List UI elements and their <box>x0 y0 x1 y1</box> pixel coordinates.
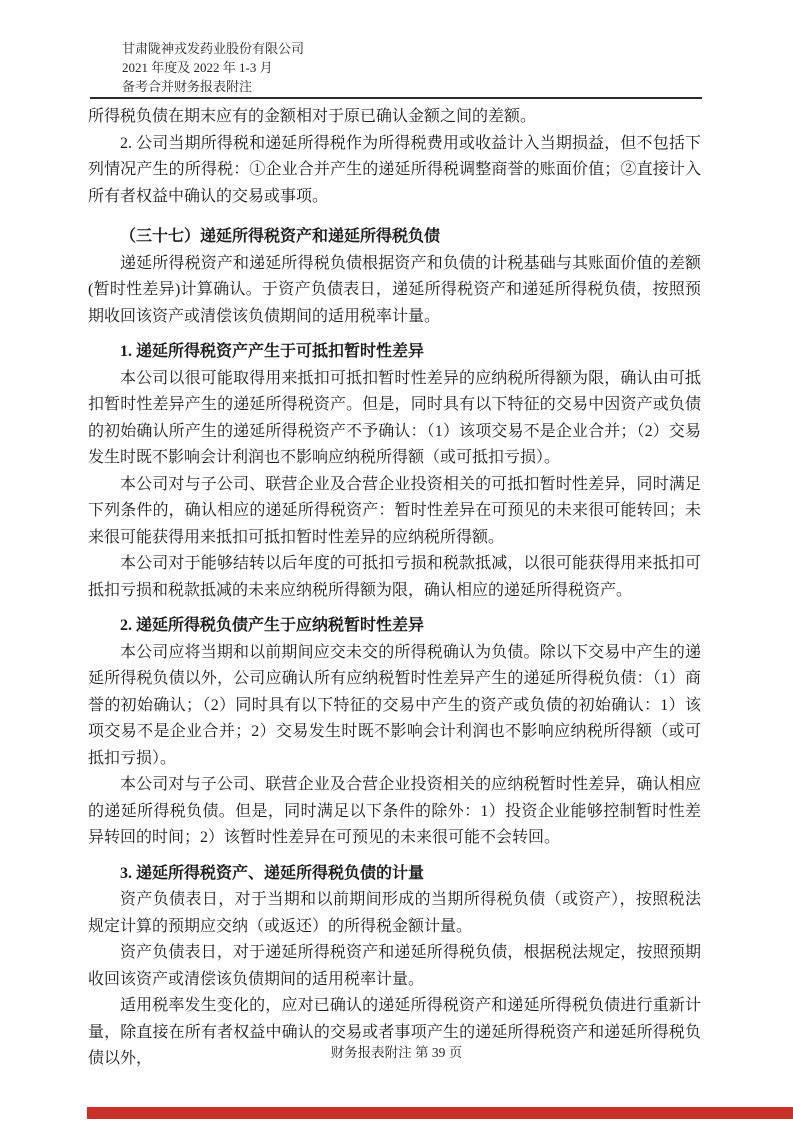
header-doc-type: 备考合并财务报表附注 <box>122 79 253 94</box>
paragraph: 适用税率发生变化的，应对已确认的递延所得税资产和递延所得税负债进行重新计量，除直接在所有者权益中确认的交易或者事项产生的递延所得税资产和递延所得税负债以外， <box>88 997 701 1067</box>
paragraph: 所得税负债在期末应有的金额相对于原已确认金额之间的差额。 <box>88 108 537 125</box>
paragraph: 本公司对与子公司、联营企业及合营企业投资相关的应纳税暂时性差异，确认相应的递延所得税负债。但是，同时满足以下条件的除外：1）投资企业能够控制暂时性差异转回的时间；2）该暂时性差异在可预见的未来很可能不会转回。 <box>88 776 701 846</box>
section-heading: 1. 递延所得税资产产生于可抵扣暂时性差异 <box>120 343 425 360</box>
header-period: 2021 年度及 2022 年 1-3 月 <box>122 60 273 75</box>
paragraph: 本公司对与子公司、联营企业及合营企业投资相关的可抵扣暂时性差异，同时满足下列条件的，确认相应的递延所得税资产：暂时性差异在可预见的未来很可能转回；未来很可能获得用来抵扣可抵扣暂时性差异的应纳税所得额。 <box>88 475 701 546</box>
footer-page-label: 财务报表附注 第 39 页 <box>330 1045 463 1060</box>
document-body <box>88 104 701 1073</box>
paragraph: 递延所得税资产和递延所得税负债根据资产和负债的计税基础与其账面价值的差额(暂时性差异)计算确认。于资产负债表日，递延所得税资产和递延所得税负债，按照预期收回该资产或清偿该负债期间的适用税率计量。 <box>88 254 701 325</box>
header-rule <box>90 97 702 99</box>
paragraph: 资产负债表日，对于递延所得税资产和递延所得税负债，根据税法规定，按照预期收回该资产或清偿该负债期间的适用税率计量。 <box>88 944 701 988</box>
section-heading: 2. 递延所得税负债产生于应纳税暂时性差异 <box>120 617 425 634</box>
bottom-red-bar <box>87 1107 793 1119</box>
header-company: 甘肃陇神戎发药业股份有限公司 <box>122 41 305 56</box>
paragraph: 本公司以很可能取得用来抵扣可抵扣暂时性差异的应纳税所得额为限，确认由可抵扣暂时性差异产生的递延所得税资产。但是，同时具有以下特征的交易中因资产或负债的初始确认所产生的递延所得税资产不予确认：（1）该项交易不是企业合并；（2）交易发生时既不影响会计利润也不影响应纳税所得额（或可抵扣亏损）。 <box>88 369 701 466</box>
section-heading: （三十七）递延所得税资产和递延所得税负债 <box>120 228 441 245</box>
page-footer <box>0 1041 793 1061</box>
page-header <box>122 39 304 96</box>
paragraph: 本公司对于能够结转以后年度的可抵扣亏损和税款抵减，以很可能获得用来抵扣可抵扣亏损和税款抵减的未来应纳税所得额为限，确认相应的递延所得税资产。 <box>88 555 701 599</box>
paragraph: 本公司应将当期和以前期间应交未交的所得税确认为负债。除以下交易中产生的递延所得税负债以外，公司应确认所有应纳税暂时性差异产生的递延所得税负债：（1）商誉的初始确认；（2）同时具有以下特征的交易中产生的资产或负债的初始确认：1）该项交易不是企业合并；2）交易发生时既不影响会计利润也不影响应纳税所得额（或可抵扣亏损）。 <box>88 643 701 767</box>
paragraph: 资产负债表日，对于当期和以前期间形成的当期所得税负债（或资产），按照税法规定计算的预期应交纳（或返还）的所得税金额计量。 <box>88 891 701 935</box>
section-heading: 3. 递延所得税资产、递延所得税负债的计量 <box>120 864 425 882</box>
paragraph: 2. 公司当期所得税和递延所得税作为所得税费用或收益计入当期损益，但不包括下列情况产生的所得税：①企业合并产生的递延所得税调整商誉的账面价值；②直接计入所有者权益中确认的交易或事项。 <box>88 134 701 205</box>
